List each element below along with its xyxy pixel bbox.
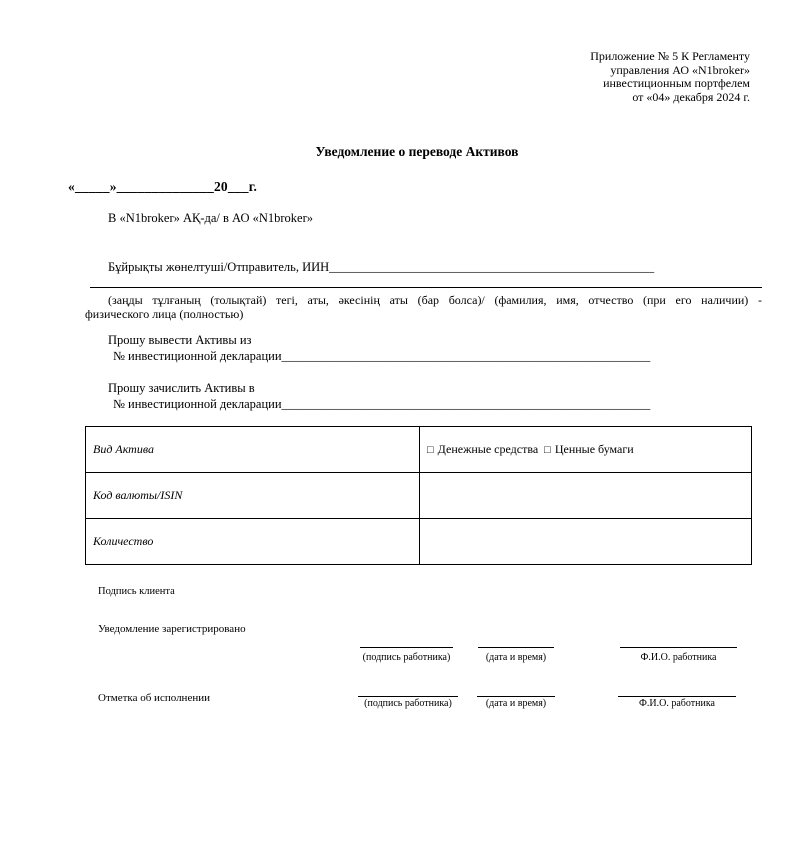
checkbox-money-icon[interactable]: □ bbox=[427, 444, 434, 456]
registered-datetime-caption: (дата и время) bbox=[485, 652, 547, 663]
registered-label: Уведомление зарегистрировано bbox=[98, 623, 246, 635]
addressee-line: В «N1broker» АҚ-да/ в АО «N1broker» bbox=[108, 211, 314, 225]
registered-signature-caption: (подпись работника) bbox=[362, 652, 451, 663]
appendix-line: от «04» декабря 2024 г. bbox=[632, 89, 750, 104]
client-signature-label: Подпись клиента bbox=[98, 586, 175, 597]
registered-datetime-blank-field[interactable] bbox=[478, 637, 554, 648]
asset-type-label-cell: Вид Актива bbox=[86, 427, 420, 473]
sender-label: Бұйрықты жөнелтуші/Отправитель, ИИН bbox=[108, 260, 330, 274]
sender-blank-line2[interactable] bbox=[90, 276, 762, 288]
appendix-line: Приложение № 5 К Регламенту bbox=[590, 49, 750, 63]
checkbox-money-label: Денежные средства bbox=[437, 442, 539, 456]
deposit-declaration-blank-field[interactable]: ___________________________________________________________ bbox=[281, 397, 651, 411]
table-row bbox=[86, 519, 752, 565]
withdraw-declaration-blank-field[interactable]: ___________________________________________________________ bbox=[281, 349, 651, 363]
sender-iin-line bbox=[108, 260, 654, 275]
table-row bbox=[86, 427, 752, 473]
date-blank-line[interactable]: «_____»______________20___г. bbox=[68, 179, 258, 194]
currency-code-label-cell: Код валюты/ISIN bbox=[86, 473, 420, 519]
quantity-value-cell[interactable] bbox=[420, 519, 752, 565]
execution-datetime-caption: (дата и время) bbox=[477, 696, 555, 709]
appendix-line: управления АО «N1broker» bbox=[610, 62, 750, 77]
execution-name-caption: Ф.И.О. работника bbox=[618, 696, 736, 709]
execution-signature-caption: (подпись работника) bbox=[358, 696, 458, 709]
asset-table bbox=[85, 426, 752, 565]
withdraw-declaration-label: № инвестиционной декларации bbox=[113, 349, 282, 363]
currency-code-value-cell[interactable] bbox=[420, 473, 752, 519]
checkbox-securities-label: Ценные бумаги bbox=[554, 442, 634, 456]
deposit-request-line: Прошу зачислить Активы в bbox=[108, 381, 255, 395]
checkbox-securities-icon[interactable]: □ bbox=[544, 444, 551, 456]
appendix-header bbox=[590, 50, 750, 104]
registered-signature-blank-field[interactable] bbox=[360, 637, 453, 648]
withdraw-declaration-line bbox=[113, 349, 650, 364]
deposit-declaration-label: № инвестиционной декларации bbox=[113, 397, 282, 411]
execution-label: Отметка об исполнении bbox=[98, 692, 210, 704]
withdraw-request-line: Прошу вывести Активы из bbox=[108, 333, 252, 347]
sender-caption-line1: (заңды тұлғаның (толықтай) тегі, аты, әкесінің аты (бар болса)/ (фамилия, имя, отчество (при его наличии) - bbox=[108, 293, 762, 307]
deposit-declaration-line bbox=[113, 397, 650, 412]
registered-name-caption: Ф.И.О. работника bbox=[640, 652, 717, 663]
sender-caption-line2: физического лица (полностью) bbox=[85, 307, 244, 321]
quantity-label-cell: Количество bbox=[86, 519, 420, 565]
table-row bbox=[86, 473, 752, 519]
page-title: Уведомление о переводе Активов bbox=[315, 144, 519, 159]
appendix-line: инвестиционным портфелем bbox=[603, 76, 750, 90]
registered-name-blank-field[interactable] bbox=[620, 637, 737, 648]
sender-iin-blank-field[interactable]: ____________________________________________________ bbox=[329, 260, 655, 274]
asset-type-value-cell[interactable] bbox=[420, 427, 752, 473]
